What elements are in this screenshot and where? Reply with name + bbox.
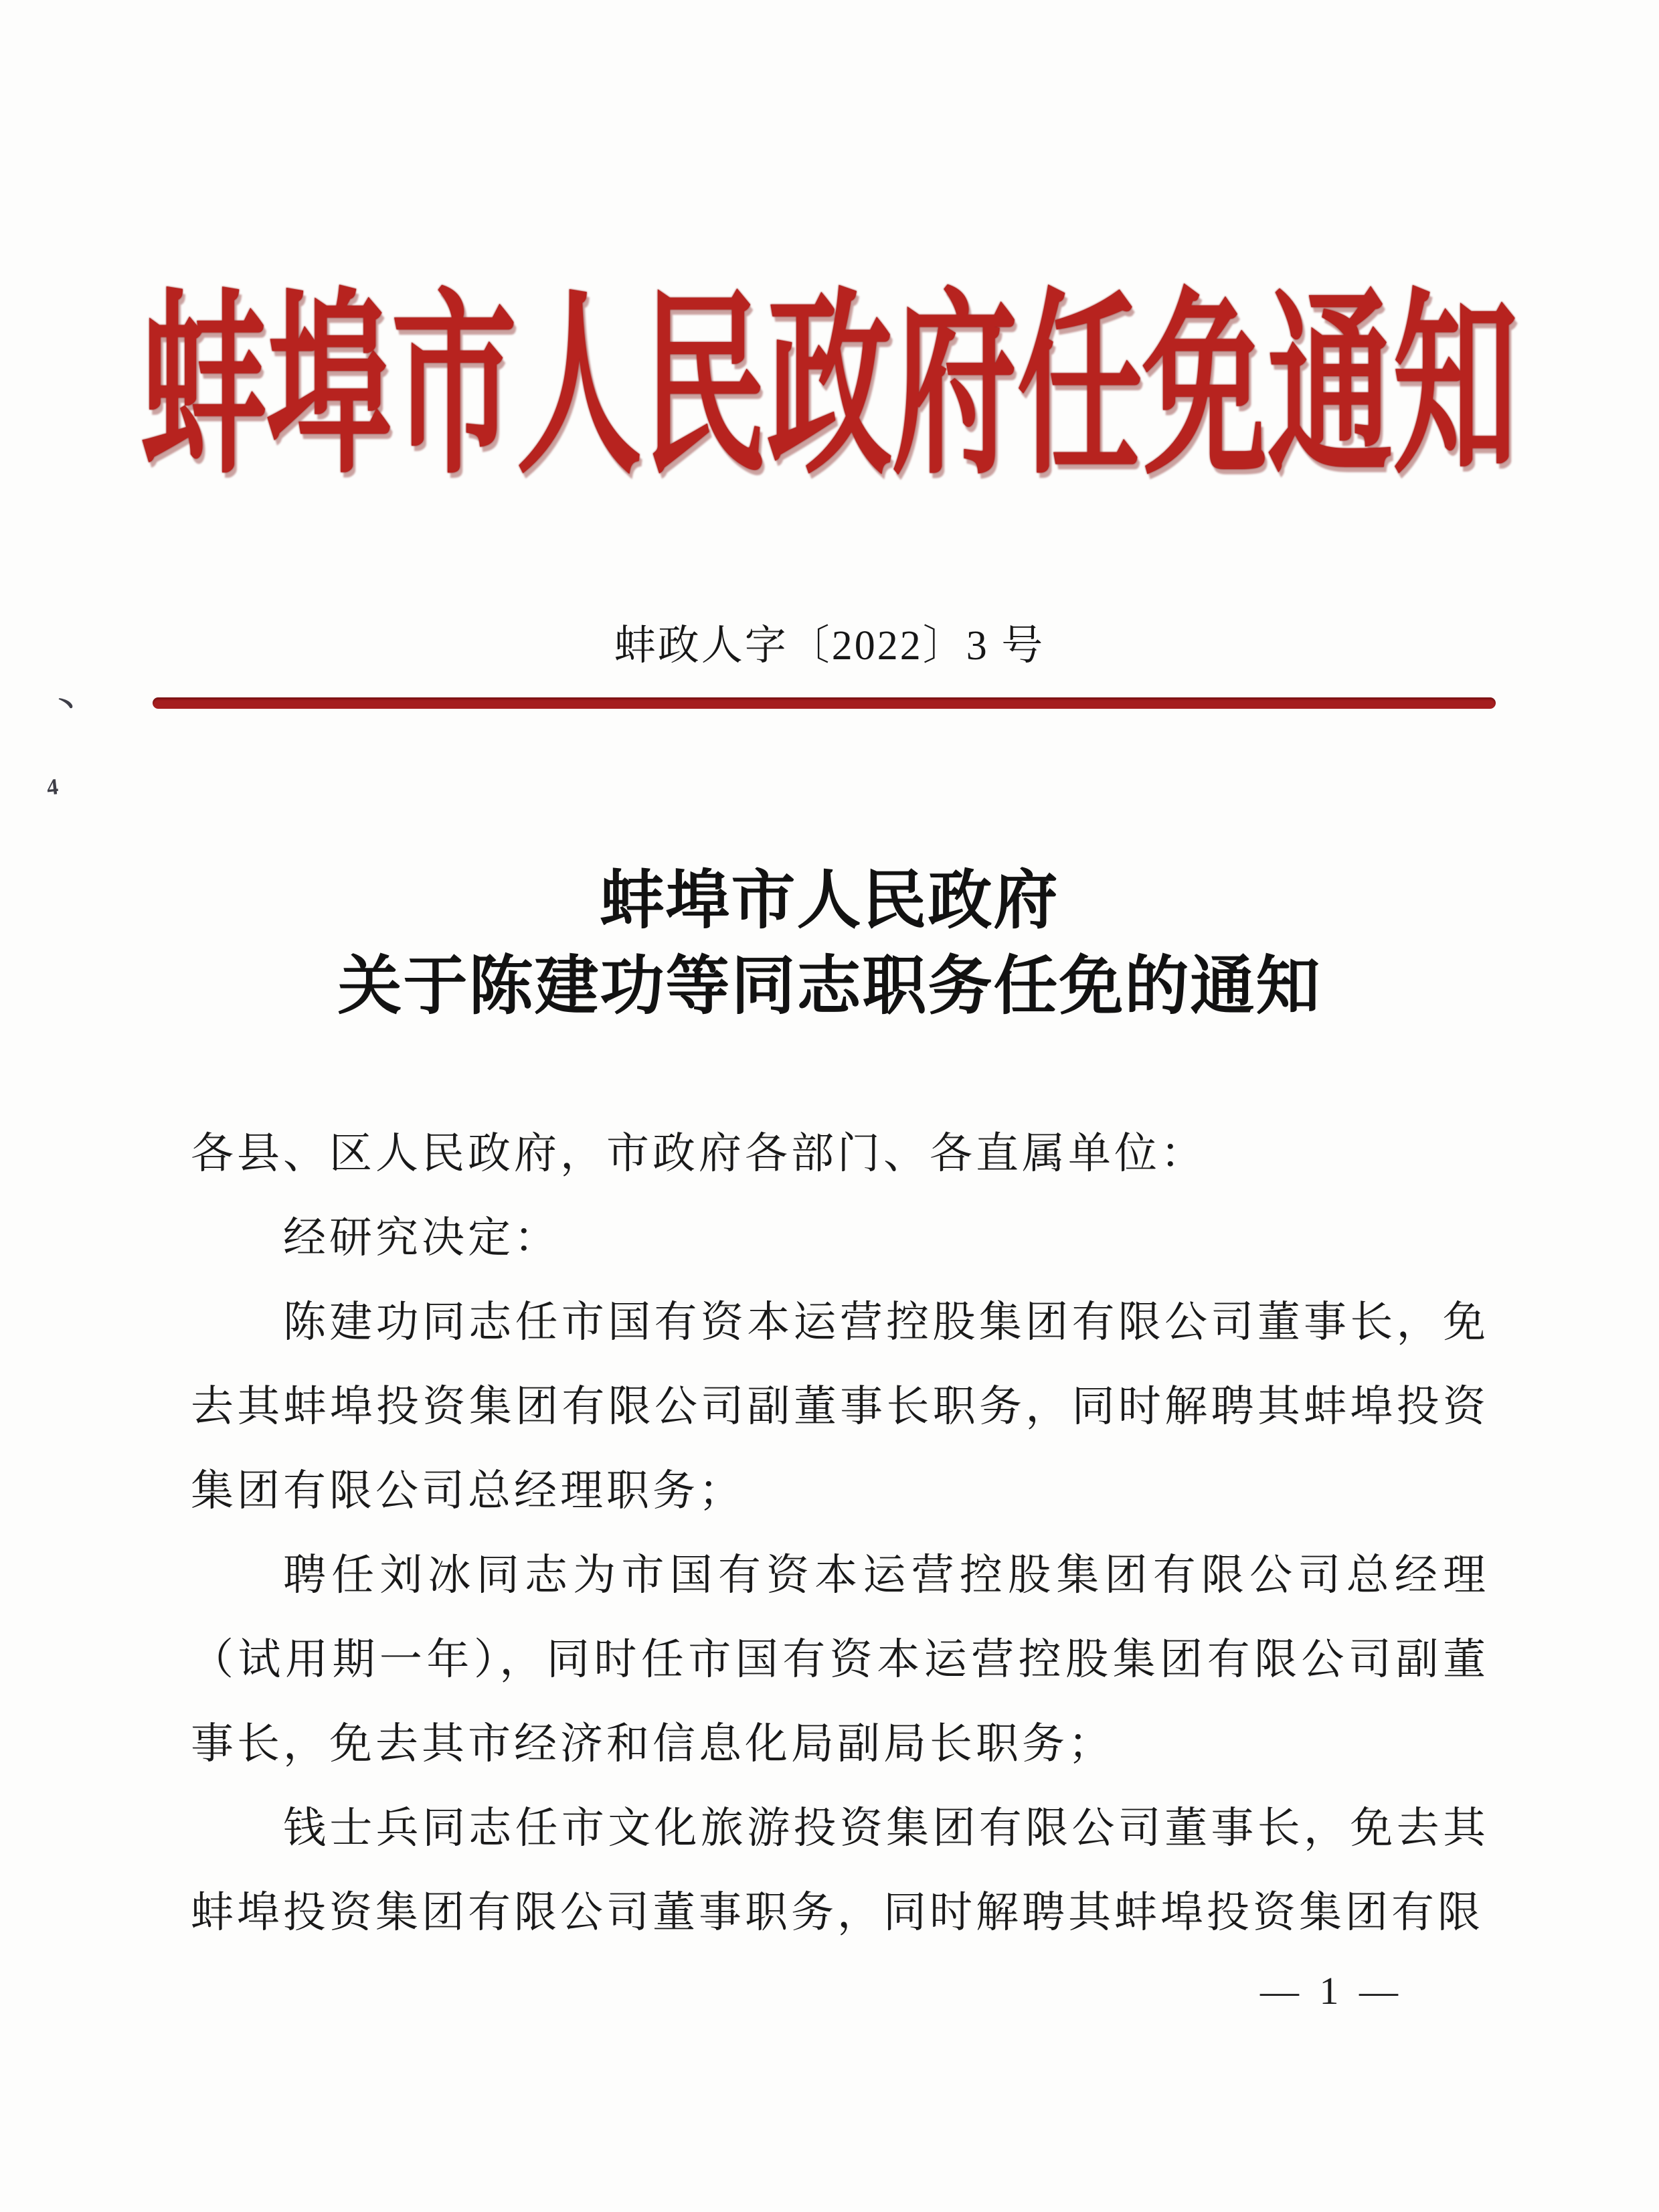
body-paragraph-liubing: 聘任刘冰同志为市国有资本运营控股集团有限公司总经理（试用期一年），同时任市国有资本运营控股集团有限公司副董事长，免去其市经济和信息化局副局长职务； xyxy=(191,1551,1489,1768)
body-paragraph-qianshibing: 钱士兵同志任市文化旅游投资集团有限公司董事长，免去其蚌埠投资集团有限公司董事职务，同时解聘其蚌埠投资集团有限 xyxy=(191,1804,1489,1936)
body-paragraph-decision: 经研究决定： xyxy=(283,1214,560,1262)
notice-heading-subject: 关于陈建功等同志职务任免的通知 xyxy=(337,950,1322,1022)
body-paragraph-chenjiangong: 陈建功同志任市国有资本运营控股集团有限公司董事长，免去其蚌埠投资集团有限公司副董事长职务，同时解聘其蚌埠投资集团有限公司总经理职务； xyxy=(191,1298,1489,1515)
notice-heading-org: 蚌埠市人民政府 xyxy=(600,865,1059,936)
red-separator-rule xyxy=(153,697,1496,709)
page-number: — 1 — xyxy=(1260,1969,1403,2013)
masthead-title: 蚌埠市人民政府任免通知 xyxy=(141,278,1518,498)
salutation-line: 各县、区人民政府，市政府各部门、各直属单位： xyxy=(191,1130,1207,1177)
document-number: 蚌政人字〔2022〕3 号 xyxy=(614,623,1045,669)
scan-artifact-mark: 4 xyxy=(46,774,60,800)
notice-body xyxy=(191,1112,1489,1955)
notice-heading xyxy=(0,858,1659,1029)
scan-artifact-mark: 丶 xyxy=(48,686,84,725)
